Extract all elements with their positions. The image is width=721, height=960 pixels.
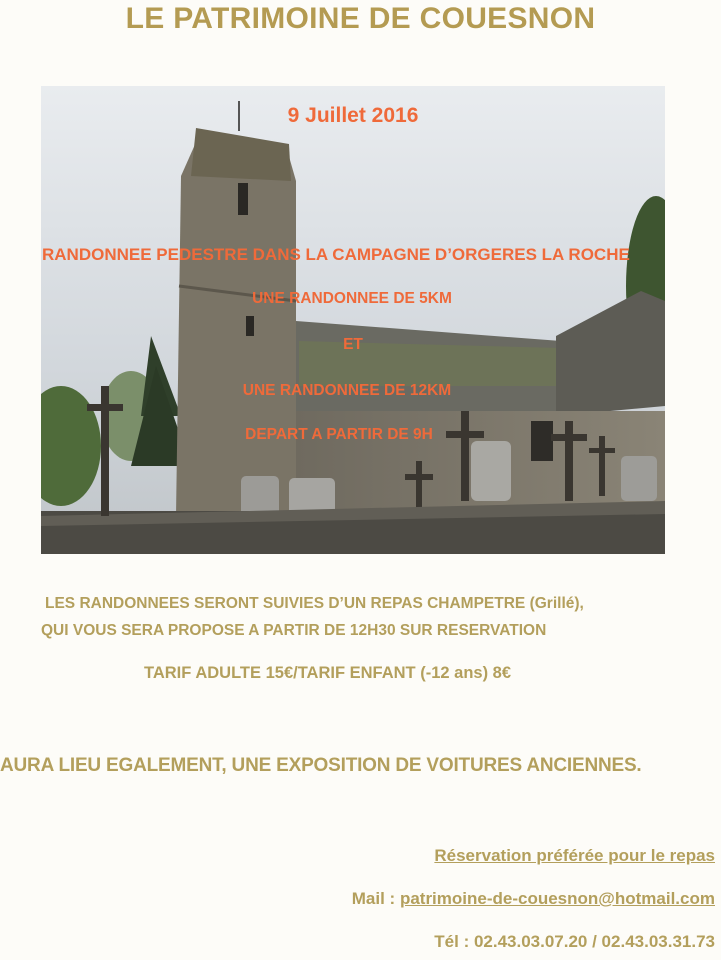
hike-5km: UNE RANDONNEE DE 5KM	[252, 290, 452, 307]
meal-info-line2: QUI VOUS SERA PROPOSE A PARTIR DE 12H30 SUR RESERVATION	[41, 622, 547, 639]
mail-label: Mail :	[351, 889, 400, 908]
meal-info-line1: LES RANDONNEES SERONT SUIVIES D’UN REPAS CHAMPETRE (Grillé),	[45, 595, 584, 612]
hike-12km: UNE RANDONNEE DE 12KM	[242, 382, 452, 399]
church-illustration	[41, 86, 665, 554]
reservation-note: Réservation préférée pour le repas	[434, 846, 715, 865]
event-date: 9 Juillet 2016	[287, 104, 419, 127]
mail-line	[352, 889, 715, 909]
phone-numbers: Tél : 02.43.03.07.20 / 02.43.03.31.73	[434, 932, 715, 951]
poster-title: LE PATRIMOINE DE COUESNON	[125, 2, 596, 35]
price-info: TARIF ADULTE 15€/TARIF ENFANT (-12 ans) 8€	[144, 664, 512, 682]
and-text: ET	[343, 336, 363, 353]
event-headline: RANDONNEE PEDESTRE DANS LA CAMPAGNE D’ORGERES LA ROCHE	[42, 245, 630, 264]
email-link[interactable]: patrimoine-de-couesnon@hotmail.com	[399, 889, 715, 908]
church-photo	[41, 86, 665, 554]
car-exhibition: AURA LIEU EGALEMENT, UNE EXPOSITION DE VOITURES ANCIENNES.	[0, 755, 642, 776]
departure-time: DEPART A PARTIR DE 9H	[245, 426, 433, 443]
